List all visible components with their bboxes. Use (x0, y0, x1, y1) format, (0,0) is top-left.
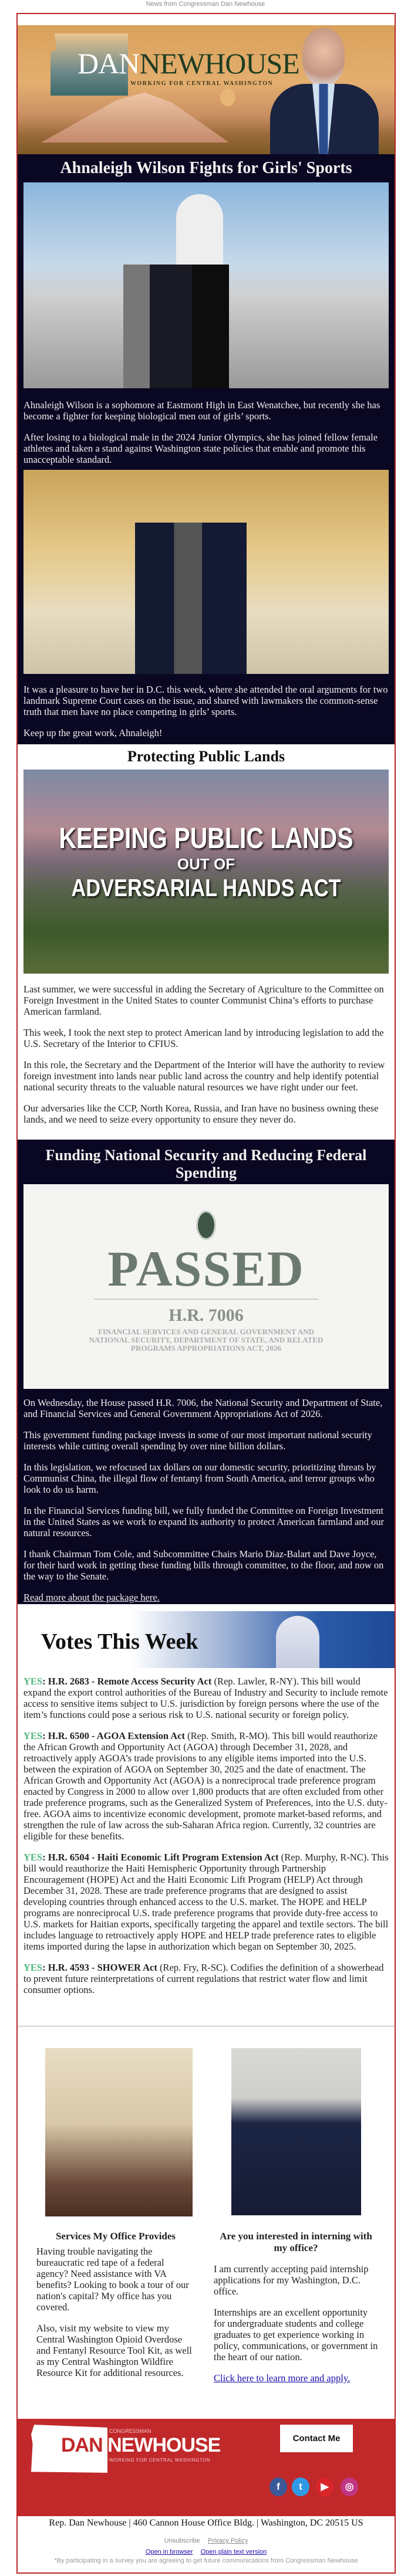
funding-section (18, 1140, 395, 1604)
paragraph: Our adversaries like the CCP, North Korea, Russia, and Iran have no business owning these lands, and we need to seize every opportunity to ensure they never do. (23, 1103, 379, 1125)
public-lands-act-graphic (23, 770, 389, 974)
paragraph: Ahnaleigh Wilson is a sophomore at Eastmont High in East Wenatchee, but recently she has become a fighter for keeping biological men out of girls’ sports. (23, 399, 380, 422)
footer-tagline: WORKING FOR CENTRAL WASHINGTON (109, 2458, 211, 2463)
internship-column (214, 2048, 378, 2394)
section-title: Protecting Public Lands (127, 748, 285, 765)
votes-title: Votes This Week (41, 1629, 198, 1654)
paragraph: This government funding package invests in some of our most important national security interests while cutting overall spending by over nine billion dollars. (23, 1429, 372, 1452)
paragraph: On Wednesday, the House passed H.R. 7006, the National Security and Department of State, and Financial Services and General Government Appropriations Act of 2026. (23, 1397, 383, 1419)
services-title: Services My Office Provides (55, 2231, 176, 2242)
banner-logo: DANNEWHOUSE (78, 47, 299, 80)
paragraph: Having trouble navigating the bureaucratic red tape of a federal agency? Need assistance with VA benefits? Looking to book a tour of our nation's capital? My office has you covered. (36, 2246, 189, 2313)
youtube-icon[interactable]: ▶ (316, 2477, 333, 2496)
votes-section (18, 1604, 395, 2026)
moon (220, 89, 235, 106)
privacy-policy-link[interactable]: Privacy Policy (207, 2537, 248, 2544)
graphic-line: ADVERSARIAL HANDS ACT (71, 874, 341, 901)
interns-photo (231, 2048, 361, 2215)
instagram-icon[interactable]: ◎ (341, 2477, 358, 2496)
twitter-icon[interactable]: t (292, 2477, 309, 2496)
section1-text-b (18, 684, 395, 748)
footer-links (18, 2537, 395, 2544)
open-in-browser-link[interactable]: Open in browser (145, 2548, 193, 2555)
banner-tagline: WORKING FOR CENTRAL WASHINGTON (130, 80, 274, 87)
capitol-dome (276, 1616, 319, 1668)
section-title: Funding National Security and Reducing Federal Spending (45, 1147, 367, 1181)
graphic-line: KEEPING PUBLIC LANDS (59, 822, 353, 855)
paragraph: This week, I took the next step to protect American land by introducing legislation to add the U.S. Secretary of the Interior to CFIUS. (23, 1027, 384, 1049)
paragraph: In the Financial Services funding bill, we fully funded the Committee on Foreign Investment in the United States as we work to expand its authority to protect American farmland and our natural resources. (23, 1505, 385, 1538)
address: Rep. Dan Newhouse | 460 Cannon House Office Bldg. | Washington, DC 20515 US (49, 2518, 363, 2528)
read-more-link[interactable]: Read more about the package here. (23, 1592, 160, 1603)
house-seal-icon (196, 1211, 216, 1240)
paragraph: It was a pleasure to have her in D.C. this week, where she attended the oral arguments for two landmark Supreme Court cases on the issue, and shared with lawmakers the common-sense truth that men have no place competing in girls’ sports. (23, 684, 388, 717)
capitol-hallway-photo (23, 470, 389, 674)
girls-sports-section (18, 154, 395, 744)
header-banner (18, 25, 395, 154)
divider (94, 1299, 318, 1300)
paragraph: Keep up the great work, Ahnaleigh! (23, 727, 163, 738)
paragraph: Last summer, we were successful in adding the Secretary of Agriculture to the Committee on Foreign Investment in the United States to counter Communist China’s efforts to purchase American farmland. (23, 984, 384, 1017)
vote-item: YES: H.R. 6500 - AGOA Extension Act (Rep. Smith, R-MO). This bill would reauthorize the African Growth and Opportunity Act (AGOA) through December 31, 2028, and retroactively apply AGOA’s trade provisions to any eligible items imported into the U.S. between the expiration of AGOA on September 30, 2025 and the date of enactment. The African Growth and Opportunity Act (AGOA) is a nonreciprocal trade preference program enacted by Congress in 2000 to allow over 1,800 products that are often excluded from other trade preference programs, such as the Generalized System of Preferences, into the U.S. duty-free. AGOA aims to incentivize economic development, promote market-based reforms, and strengthen the rule of law across the sub-Saharan Africa region. Currently, 32 countries are eligible for these benefits. (23, 1730, 388, 1842)
survey-disclaimer: *By participating in a survey you are agreeing to get future communications from Congressman Newhouse (54, 2557, 358, 2564)
graphic-line: OUT OF (177, 855, 235, 873)
bill-subtitle: FINANCIAL SERVICES AND GENERAL GOVERNMENT AND NATIONAL SECURITY, DEPARTMENT OF STATE, AND RELATED PROGRAMS APPROPRIATIONS ACT, 2026 (89, 1327, 324, 1353)
office-visit-photo (45, 2048, 193, 2216)
plain-text-link[interactable]: Open plain text version (200, 2548, 267, 2555)
view-links (18, 2548, 395, 2555)
internship-title: Are you interested in interning with my office? (220, 2231, 372, 2253)
capitol-photo (23, 182, 389, 388)
paragraph: I am currently accepting paid internship applications for my Washington, D.C. office. (214, 2263, 369, 2297)
bill-number: H.R. 7006 (169, 1306, 244, 1325)
footer-logo: DAN NEWHOUSE (61, 2434, 221, 2456)
footer-logo-small: CONGRESSMAN (109, 2428, 151, 2434)
paragraph: After losing to a biological male in the 2024 Junior Olympics, she has joined fellow female athletes and taken a stand against Washington state policies that enable and promote this unacceptable standard. (23, 432, 378, 465)
passed-word: PASSED (107, 1240, 305, 1297)
vote-item: YES: H.R. 4593 - SHOWER Act (Rep. Fry, R-SC). Codifies the definition of a showerhead to prevent future reinterpretations of current regulations that restrict water flow and limit consumer options. (23, 1962, 384, 1995)
unsubscribe-link[interactable]: Unsubscribe (164, 2537, 200, 2544)
facebook-icon[interactable]: f (269, 2477, 287, 2496)
vote-item: YES: H.R. 2683 - Remote Access Security Act (Rep. Lawler, R-NY). This bill would expand the export control authorities of the Bureau of Industry and Security to include remote access to sensitive items subject to U.S. jurisdiction by foreign persons where the use of the item’s functions could pose a serious risk to U.S. national security or foreign policy. (23, 1676, 388, 1720)
newsletter-container (16, 13, 396, 2574)
public-lands-section (18, 744, 395, 1140)
contact-me-button[interactable]: Contact Me (280, 2425, 353, 2452)
paragraph: Also, visit my website to view my Central Washington Opioid Overdose and Fentanyl Resource Tool Kit, as well as my Central Washington Wildfire Resource Kit for additional resources. (36, 2323, 192, 2378)
section2-text (18, 984, 395, 1135)
paragraph: I thank Chairman Tom Cole, and Subcommittee Chairs Mario Diaz-Balart and Dave Joyce, for their hard work in getting these funding bills through committee, to the floor, and now on the way to the Senate. (23, 1548, 384, 1582)
section3-text (18, 1397, 395, 1613)
paragraph: In this legislation, we refocused tax dollars on our domestic security, prioritizing threats by Communist China, the illegal flow of fentanyl from South America, and terror groups who look to do us harm. (23, 1462, 376, 1495)
mountain (41, 90, 229, 143)
votes-list (18, 1676, 395, 2005)
services-column (36, 2048, 195, 2388)
preheader-notice: News from Congressman Dan Newhouse (146, 1, 265, 8)
internship-apply-link[interactable]: Click here to learn more and apply. (214, 2372, 351, 2384)
section-title: Ahnaleigh Wilson Fights for Girls' Sports (60, 159, 352, 177)
congressman-portrait (267, 28, 382, 154)
passed-graphic (23, 1184, 389, 1389)
paragraph: Internships are an excellent opportunity for undergraduate students and college graduates to get experience working in policy, communications, or government in the heart of our nation. (214, 2307, 378, 2363)
paragraph: In this role, the Secretary and the Department of the Interior will have the authority to review foreign investment into lands near public land across the country and help identify potential national security threats to the valuable natural resources we have right under our feet. (23, 1059, 385, 1093)
vote-item: YES: H.R. 6504 - Haiti Economic Lift Program Extension Act (Rep. Murphy, R-NC). This bill would reauthorize the Haiti Hemispheric Opportunity through Partnership Encouragement (HOPE) Act and the Haiti Economic Lift Program (HELP) Act through December 31, 2028. These are trade preference programs that are designed to assist developing countries through enhanced access to the U.S. market. The HOPE and HELP programs are nonreciprocal U.S. trade preference programs that provide duty-free access to U.S. markets for Haitian exports, specifically targeting the apparel and textile sectors. The bill includes language to retroactively apply HOPE and HELP trade preference rates to eligible items imported during the lapse in authorization which began on September 30, 2025. (23, 1852, 389, 1952)
section1-text-a (18, 399, 395, 475)
votes-banner (18, 1611, 395, 1668)
footer-banner (18, 2419, 395, 2516)
